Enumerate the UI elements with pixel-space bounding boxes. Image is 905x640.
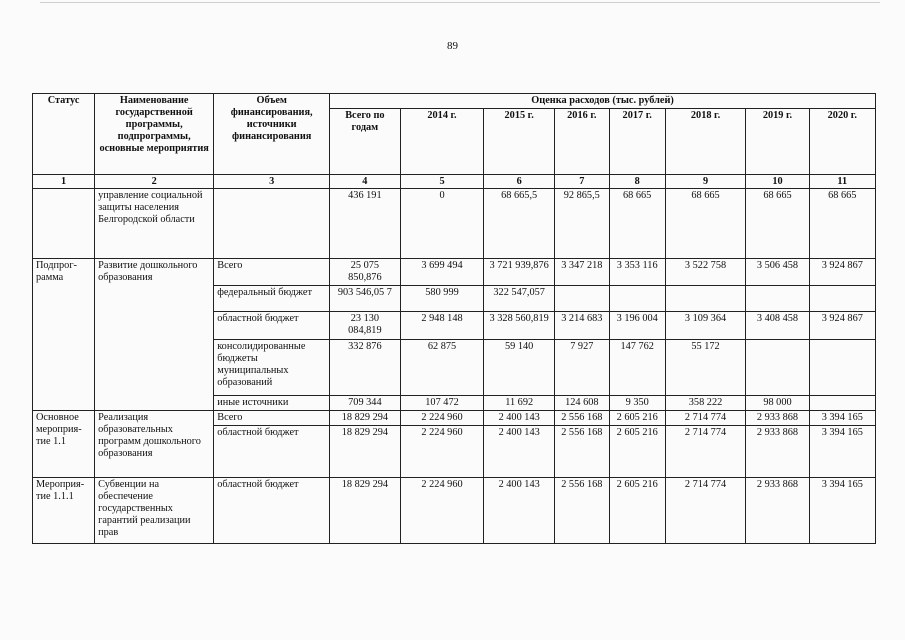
value-cell: 11 692: [484, 396, 554, 411]
value-cell: 2 933 868: [746, 426, 809, 478]
header-estimate: Оценка расходов (тыс. рублей): [330, 94, 876, 109]
value-cell: 68 665: [746, 189, 809, 259]
value-cell: [554, 286, 609, 312]
value-cell: 358 222: [665, 396, 746, 411]
value-cell: 903 546,05 7: [330, 286, 400, 312]
value-cell: 9 350: [609, 396, 665, 411]
value-cell: 0: [400, 189, 484, 259]
value-cell: 3 394 165: [809, 478, 875, 544]
value-cell: 3 328 560,819: [484, 312, 554, 340]
value-cell: 2 400 143: [484, 478, 554, 544]
source-cell: [214, 189, 330, 259]
value-cell: [809, 396, 875, 411]
value-cell: 2 714 774: [665, 426, 746, 478]
source-cell: областной бюджет: [214, 478, 330, 544]
value-cell: 68 665,5: [484, 189, 554, 259]
source-cell: федеральный бюджет: [214, 286, 330, 312]
column-number: 10: [746, 175, 809, 189]
column-number: 1: [33, 175, 95, 189]
value-cell: 2 714 774: [665, 411, 746, 426]
column-number: 4: [330, 175, 400, 189]
value-cell: 18 829 294: [330, 411, 400, 426]
name-cell: Развитие дошкольного образования: [95, 259, 214, 411]
header-status: Статус: [33, 94, 95, 175]
value-cell: 124 608: [554, 396, 609, 411]
source-cell: областной бюджет: [214, 426, 330, 478]
value-cell: 18 829 294: [330, 426, 400, 478]
header-year: 2016 г.: [554, 109, 609, 175]
value-cell: 2 605 216: [609, 478, 665, 544]
header-year: 2017 г.: [609, 109, 665, 175]
value-cell: 2 400 143: [484, 411, 554, 426]
column-number: 6: [484, 175, 554, 189]
scan-edge-line: [40, 2, 880, 3]
value-cell: 2 948 148: [400, 312, 484, 340]
value-cell: 2 556 168: [554, 411, 609, 426]
column-number: 3: [214, 175, 330, 189]
value-cell: [609, 286, 665, 312]
value-cell: [746, 286, 809, 312]
value-cell: 2 933 868: [746, 478, 809, 544]
value-cell: 2 224 960: [400, 426, 484, 478]
table-row: [33, 259, 876, 286]
value-cell: [746, 340, 809, 396]
value-cell: 59 140: [484, 340, 554, 396]
status-cell: Подпрог-рамма: [33, 259, 95, 411]
header-year: 2020 г.: [809, 109, 875, 175]
value-cell: 18 829 294: [330, 478, 400, 544]
name-cell: управление социальной защиты населения Белгородской области: [95, 189, 214, 259]
table-row: [33, 411, 876, 426]
value-cell: 3 214 683: [554, 312, 609, 340]
status-cell: Основное мероприя-тие 1.1: [33, 411, 95, 478]
source-cell: консолидированные бюджеты муниципальных образований: [214, 340, 330, 396]
status-cell: [33, 189, 95, 259]
column-number: 5: [400, 175, 484, 189]
value-cell: 3 394 165: [809, 426, 875, 478]
value-cell: 68 665: [809, 189, 875, 259]
value-cell: 23 130 084,819: [330, 312, 400, 340]
value-cell: 62 875: [400, 340, 484, 396]
header-name: Наименование государственной программы, подпрограммы, основные мероприятия: [95, 94, 214, 175]
name-cell: Реализация образовательных программ дошкольного образования: [95, 411, 214, 478]
value-cell: 3 196 004: [609, 312, 665, 340]
value-cell: 3 924 867: [809, 259, 875, 286]
value-cell: 3 522 758: [665, 259, 746, 286]
value-cell: [809, 340, 875, 396]
value-cell: 92 865,5: [554, 189, 609, 259]
value-cell: 332 876: [330, 340, 400, 396]
value-cell: 2 224 960: [400, 411, 484, 426]
value-cell: 3 924 867: [809, 312, 875, 340]
value-cell: 3 506 458: [746, 259, 809, 286]
header-year: 2014 г.: [400, 109, 484, 175]
value-cell: 2 556 168: [554, 426, 609, 478]
value-cell: 2 714 774: [665, 478, 746, 544]
source-cell: Всего: [214, 259, 330, 286]
value-cell: [665, 286, 746, 312]
value-cell: 55 172: [665, 340, 746, 396]
header-volume: Объем финансирования, источники финансирования: [214, 94, 330, 175]
source-cell: иные источники: [214, 396, 330, 411]
value-cell: 3 109 364: [665, 312, 746, 340]
value-cell: 580 999: [400, 286, 484, 312]
value-cell: 2 933 868: [746, 411, 809, 426]
source-cell: Всего: [214, 411, 330, 426]
source-cell: областной бюджет: [214, 312, 330, 340]
budget-table: [32, 93, 876, 544]
header-year: Всего по годам: [330, 109, 400, 175]
value-cell: 3 347 218: [554, 259, 609, 286]
value-cell: 107 472: [400, 396, 484, 411]
name-cell: Субвенции на обеспечение государственных гарантий реализации прав: [95, 478, 214, 544]
value-cell: 2 605 216: [609, 411, 665, 426]
value-cell: 3 721 939,876: [484, 259, 554, 286]
value-cell: 147 762: [609, 340, 665, 396]
value-cell: 2 224 960: [400, 478, 484, 544]
value-cell: 3 353 116: [609, 259, 665, 286]
header-year: 2018 г.: [665, 109, 746, 175]
value-cell: 68 665: [665, 189, 746, 259]
value-cell: 2 400 143: [484, 426, 554, 478]
value-cell: 3 394 165: [809, 411, 875, 426]
table-row: [33, 189, 876, 259]
status-cell: Мероприя-тие 1.1.1: [33, 478, 95, 544]
page-number: 89: [447, 40, 458, 52]
column-number: 2: [95, 175, 214, 189]
header-year: 2019 г.: [746, 109, 809, 175]
value-cell: 68 665: [609, 189, 665, 259]
value-cell: 709 344: [330, 396, 400, 411]
column-number-row: [33, 175, 876, 189]
value-cell: 322 547,057: [484, 286, 554, 312]
value-cell: 3 408 458: [746, 312, 809, 340]
header-year: 2015 г.: [484, 109, 554, 175]
value-cell: 25 075 850,876: [330, 259, 400, 286]
header-row-top: [33, 94, 876, 109]
table-row: [33, 478, 876, 544]
value-cell: 7 927: [554, 340, 609, 396]
value-cell: 2 556 168: [554, 478, 609, 544]
column-number: 8: [609, 175, 665, 189]
value-cell: 436 191: [330, 189, 400, 259]
column-number: 9: [665, 175, 746, 189]
column-number: 11: [809, 175, 875, 189]
column-number: 7: [554, 175, 609, 189]
value-cell: 98 000: [746, 396, 809, 411]
value-cell: [809, 286, 875, 312]
value-cell: 3 699 494: [400, 259, 484, 286]
value-cell: 2 605 216: [609, 426, 665, 478]
